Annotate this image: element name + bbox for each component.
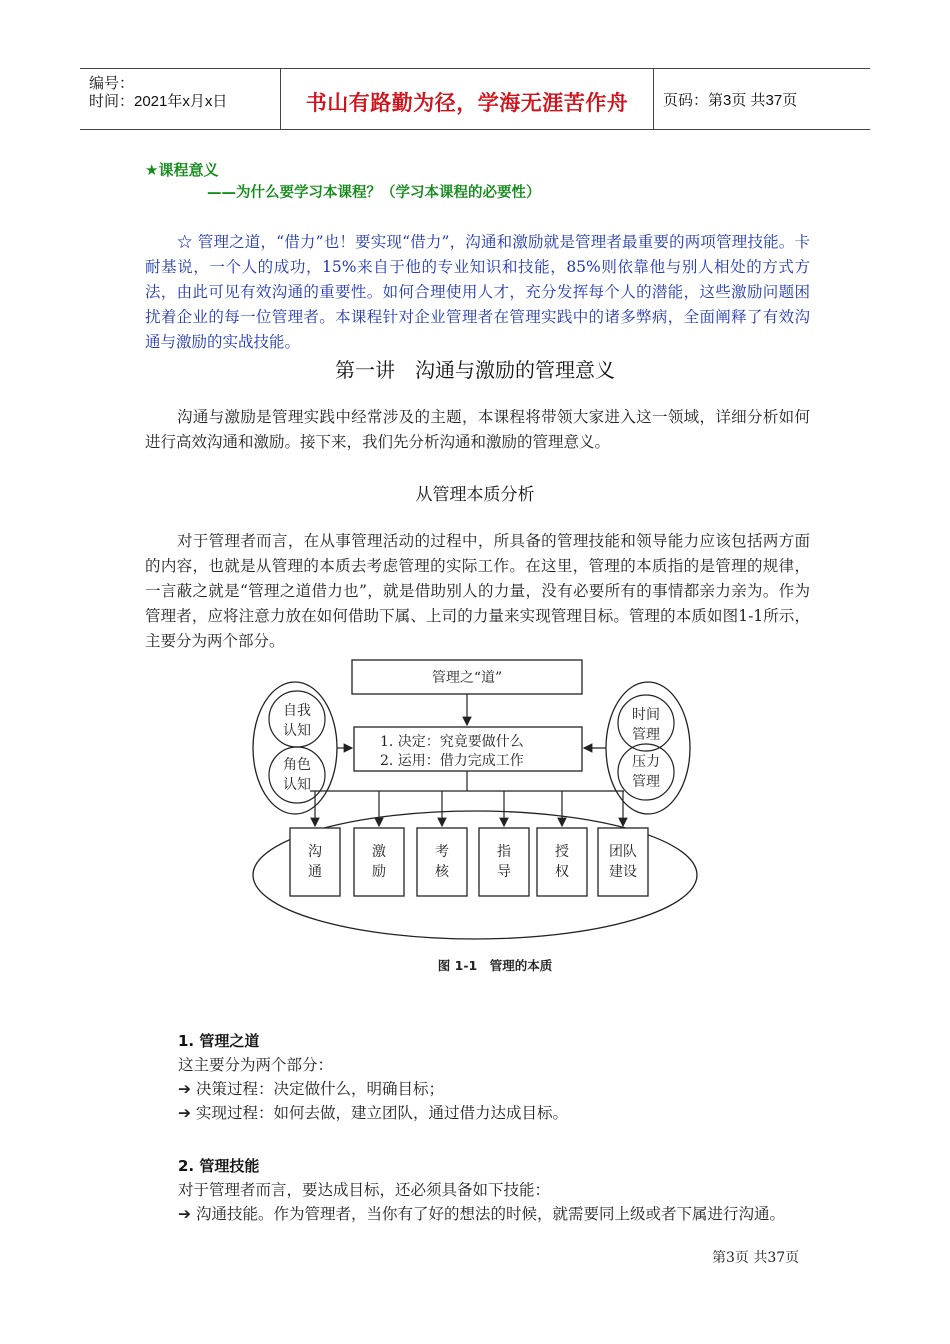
course-meaning-heading: ★课程意义	[145, 161, 219, 179]
s1-intro: 这主要分为两个部分：	[178, 1056, 334, 1074]
motto: 书山有路勤为径，学海无涯苦作舟	[305, 91, 629, 115]
left-bottom-label-2: 认知	[283, 777, 311, 793]
section-paragraph	[145, 529, 810, 654]
s2-item-1	[178, 1202, 785, 1226]
left-bottom-label-1: 角色	[283, 757, 311, 773]
intro-paragraph-text: ☆ 管理之道，“借力”也！要实现“借力”，沟通和激励就是管理者最重要的两项管理技能。卡耐基说，一个人的成功，15%来自于他的专业知识和技能，85%则依靠他与别人相处的方式方法，由此可见有效沟通的重要性。如何合理使用人才，充分发挥每个人的潜能，这些激励问题困扰着企业的每一位管理者。本课程针对企业管理者在管理实践中的诸多弊病，全面阐释了有效沟通与激励的实战技能。	[145, 233, 810, 351]
header-motto-cell	[280, 69, 654, 129]
header-left-cell	[80, 69, 280, 129]
s1-item-2	[178, 1101, 568, 1125]
date-line: 时间：2021年x月x日	[89, 93, 228, 110]
right-top-label-2: 管理	[632, 727, 660, 743]
figure-caption: 图 1-1 管理的本质	[437, 958, 553, 973]
skill-label: 团队	[609, 844, 637, 860]
top-box-label: 管理之“道”	[431, 670, 503, 686]
skill-label: 核	[435, 864, 449, 880]
s1-item-1	[178, 1077, 444, 1101]
lecture-intro	[145, 405, 810, 455]
skill-label: 考	[435, 844, 449, 860]
skill-label: 励	[372, 864, 386, 880]
s1-item-1-text: 决策过程：决定做什么，明确目标；	[195, 1080, 444, 1098]
serial-label: 编号：	[89, 75, 135, 92]
right-outer-ellipse	[606, 682, 690, 814]
skill-box	[479, 828, 529, 896]
left-top-label-2: 认知	[283, 723, 311, 739]
intro-paragraph	[145, 230, 810, 355]
s2-title: 2. 管理技能	[178, 1157, 260, 1175]
skill-box	[417, 828, 467, 896]
management-essence-diagram	[250, 655, 705, 943]
skill-label: 导	[497, 864, 511, 880]
s2-item-1-text: 沟通技能。作为管理者，当你有了好的想法的时候，就需要同上级或者下属进行沟通。	[195, 1205, 785, 1223]
skill-label: 权	[555, 864, 569, 880]
skill-label: 建设	[609, 864, 637, 880]
right-bottom-label-1: 压力	[632, 754, 660, 770]
skill-arrows	[315, 791, 623, 826]
skill-label: 激	[372, 844, 386, 860]
center-line-2: 2. 运用：借力完成工作	[380, 753, 524, 769]
lecture-title: 第一讲 沟通与激励的管理意义	[335, 358, 615, 382]
header-right-cell	[653, 69, 870, 129]
right-bottom-label-2: 管理	[632, 774, 660, 790]
right-circle-bottom	[618, 744, 674, 800]
section-title: 从管理本质分析	[415, 485, 535, 505]
page-indicator: 页码：第3页 共37页	[663, 92, 798, 109]
s2-intro: 对于管理者而言，要达成目标，还必须具备如下技能：	[178, 1181, 551, 1199]
s1-item-2-text: 实现过程：如何去做，建立团队，通过借力达成目标。	[195, 1104, 568, 1122]
page-footer: 第3页 共37页	[712, 1250, 800, 1266]
left-outer-ellipse	[253, 682, 337, 814]
page-header	[80, 68, 870, 130]
bullet-arrow-icon: ➔	[178, 1205, 191, 1223]
skill-box	[290, 828, 340, 896]
right-top-label-1: 时间	[632, 707, 660, 723]
skill-label: 通	[308, 864, 322, 880]
left-circle-bottom	[269, 747, 325, 803]
skill-label: 授	[555, 844, 569, 860]
center-line-1: 1. 决定：究竟要做什么	[380, 734, 524, 750]
s1-title: 1. 管理之道	[178, 1032, 260, 1050]
left-top-label-1: 自我	[283, 703, 311, 719]
skill-label: 指	[497, 844, 511, 860]
section-paragraph-text: 对于管理者而言，在从事管理活动的过程中，所具备的管理技能和领导能力应该包括两方面的内容，也就是从管理的本质去考虑管理的实际工作。在这里，管理的本质指的是管理的规律，一言蔽之就是“管理之道借力也”，就是借助别人的力量，没有必要所有的事情都亲力亲为。作为管理者，应将注意力放在如何借助下属、上司的力量来实现管理目标。管理的本质如图1-1所示，主要分为两个部分。	[145, 532, 810, 650]
skill-box	[537, 828, 587, 896]
bullet-arrow-icon: ➔	[178, 1104, 191, 1122]
skill-box	[598, 828, 648, 896]
bullet-arrow-icon: ➔	[178, 1080, 191, 1098]
course-meaning-subheading: ——为什么要学习本课程？（学习本课程的必要性）	[207, 185, 541, 201]
skill-boxes	[290, 828, 648, 896]
lecture-intro-text: 沟通与激励是管理实践中经常涉及的主题，本课程将带领大家进入这一领域，详细分析如何进行高效沟通和激励。接下来，我们先分析沟通和激励的管理意义。	[145, 408, 810, 451]
skill-box	[354, 828, 404, 896]
skill-label: 沟	[308, 844, 322, 860]
